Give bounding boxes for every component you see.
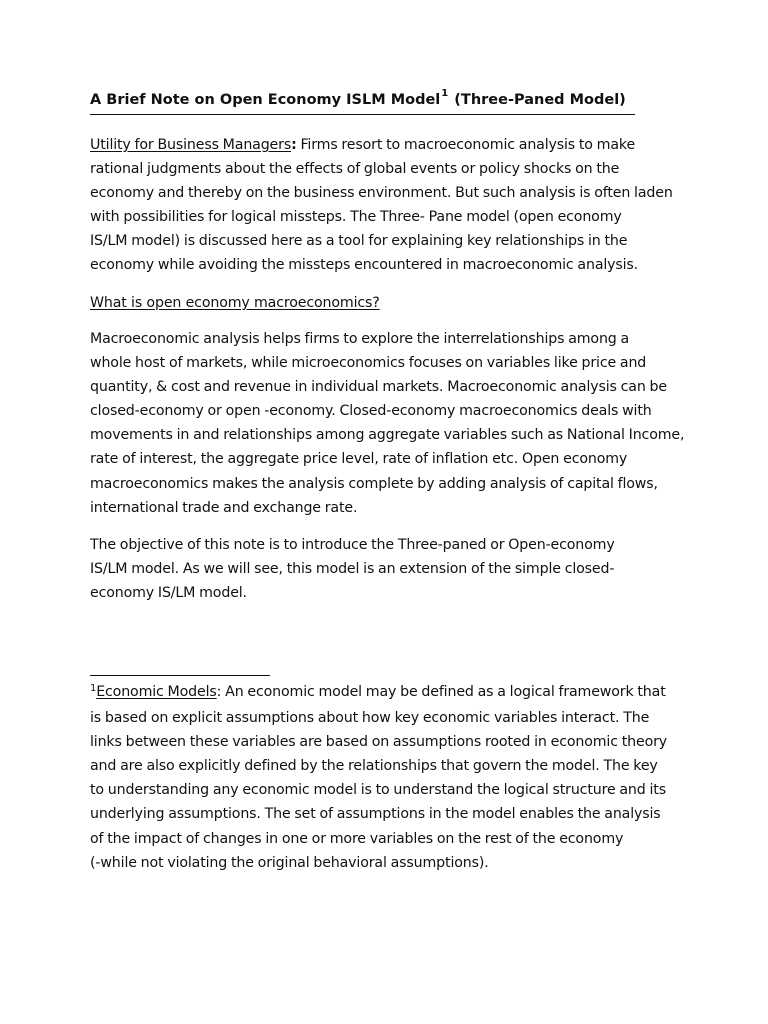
paragraph-line: closed-economy or open -economy. Closed-economy macroeconomics deals with [90,403,652,420]
paragraph-line: with possibilities for logical missteps. The Three- Pane model (open economy [90,209,622,226]
document-title [90,90,635,115]
title-text: A Brief Note on Open Economy ISLM Model [90,92,441,108]
paragraph-line: macroeconomics makes the analysis complete by adding analysis of capital flows, [90,475,658,492]
footnote-line-text: : An economic model may be defined as a logical framework that [216,684,666,700]
intro-label: Utility for Business Managers [90,137,292,153]
paragraph-line: Macroeconomic analysis helps firms to explore the interrelationships among a [90,331,630,347]
intro-line-text: Firms resort to macroeconomic analysis to make [296,137,636,153]
footnote-line: and are also explicitly defined by the relationships that govern the model. The key [90,758,658,775]
footnote-line: links between these variables are based on assumptions rooted in economic theory [90,734,668,751]
footnote-label: Economic Models [96,684,217,700]
paragraph-line: economy while avoiding the missteps encountered in macroeconomic analysis. [90,257,639,274]
body-paragraph-2 [90,533,680,605]
paragraph-line [90,133,680,157]
footnote [90,680,680,875]
paragraph-line: economy IS/LM model. [90,585,247,602]
footnote-line: is based on explicit assumptions about how key economic variables interact. The [90,710,650,727]
paragraph-line: rate of interest, the aggregate price level, rate of inflation etc. Open economy [90,451,628,468]
footnote-line: underlying assumptions. The set of assumptions in the model enables the analysis [90,806,661,823]
section-heading: What is open economy macroeconomics? [90,295,380,311]
footnote-mark: 1 [90,683,97,694]
paragraph-line: economy and thereby on the business environment. But such analysis is often laden [90,185,673,202]
paragraph-line: movements in and relationships among aggregate variables such as National Income, [90,427,685,444]
paragraph-line: whole host of markets, while microeconomics focuses on variables like price and [90,355,647,372]
footnote-line: of the impact of changes in one or more variables on the rest of the economy [90,830,624,847]
paragraph-line: IS/LM model. As we will see, this model is an extension of the simple closed- [90,561,615,578]
footnote-line: (-while not violating the original behavioral assumptions). [90,854,489,871]
title-subtitle: (Three-Paned Model) [449,92,626,108]
intro-paragraph [90,133,680,278]
paragraph-line: international trade and exchange rate. [90,499,358,516]
title-footnote-mark: 1 [441,88,449,99]
footnote-line: to understanding any economic model is to understand the logical structure and its [90,782,666,799]
paragraph-line: quantity, & cost and revenue in individual markets. Macroeconomic analysis can be [90,379,667,396]
paragraph-line: rational judgments about the effects of global events or policy shocks on the [90,161,620,178]
intro-colon: : [291,137,297,153]
footnote-divider [90,675,270,676]
paragraph-line: The objective of this note is to introduce the Three-paned or Open-economy [90,537,615,553]
paragraph-line: IS/LM model) is discussed here as a tool for explaining key relationships in the [90,233,628,250]
body-paragraph-1 [90,327,685,520]
footnote-line [90,680,680,706]
